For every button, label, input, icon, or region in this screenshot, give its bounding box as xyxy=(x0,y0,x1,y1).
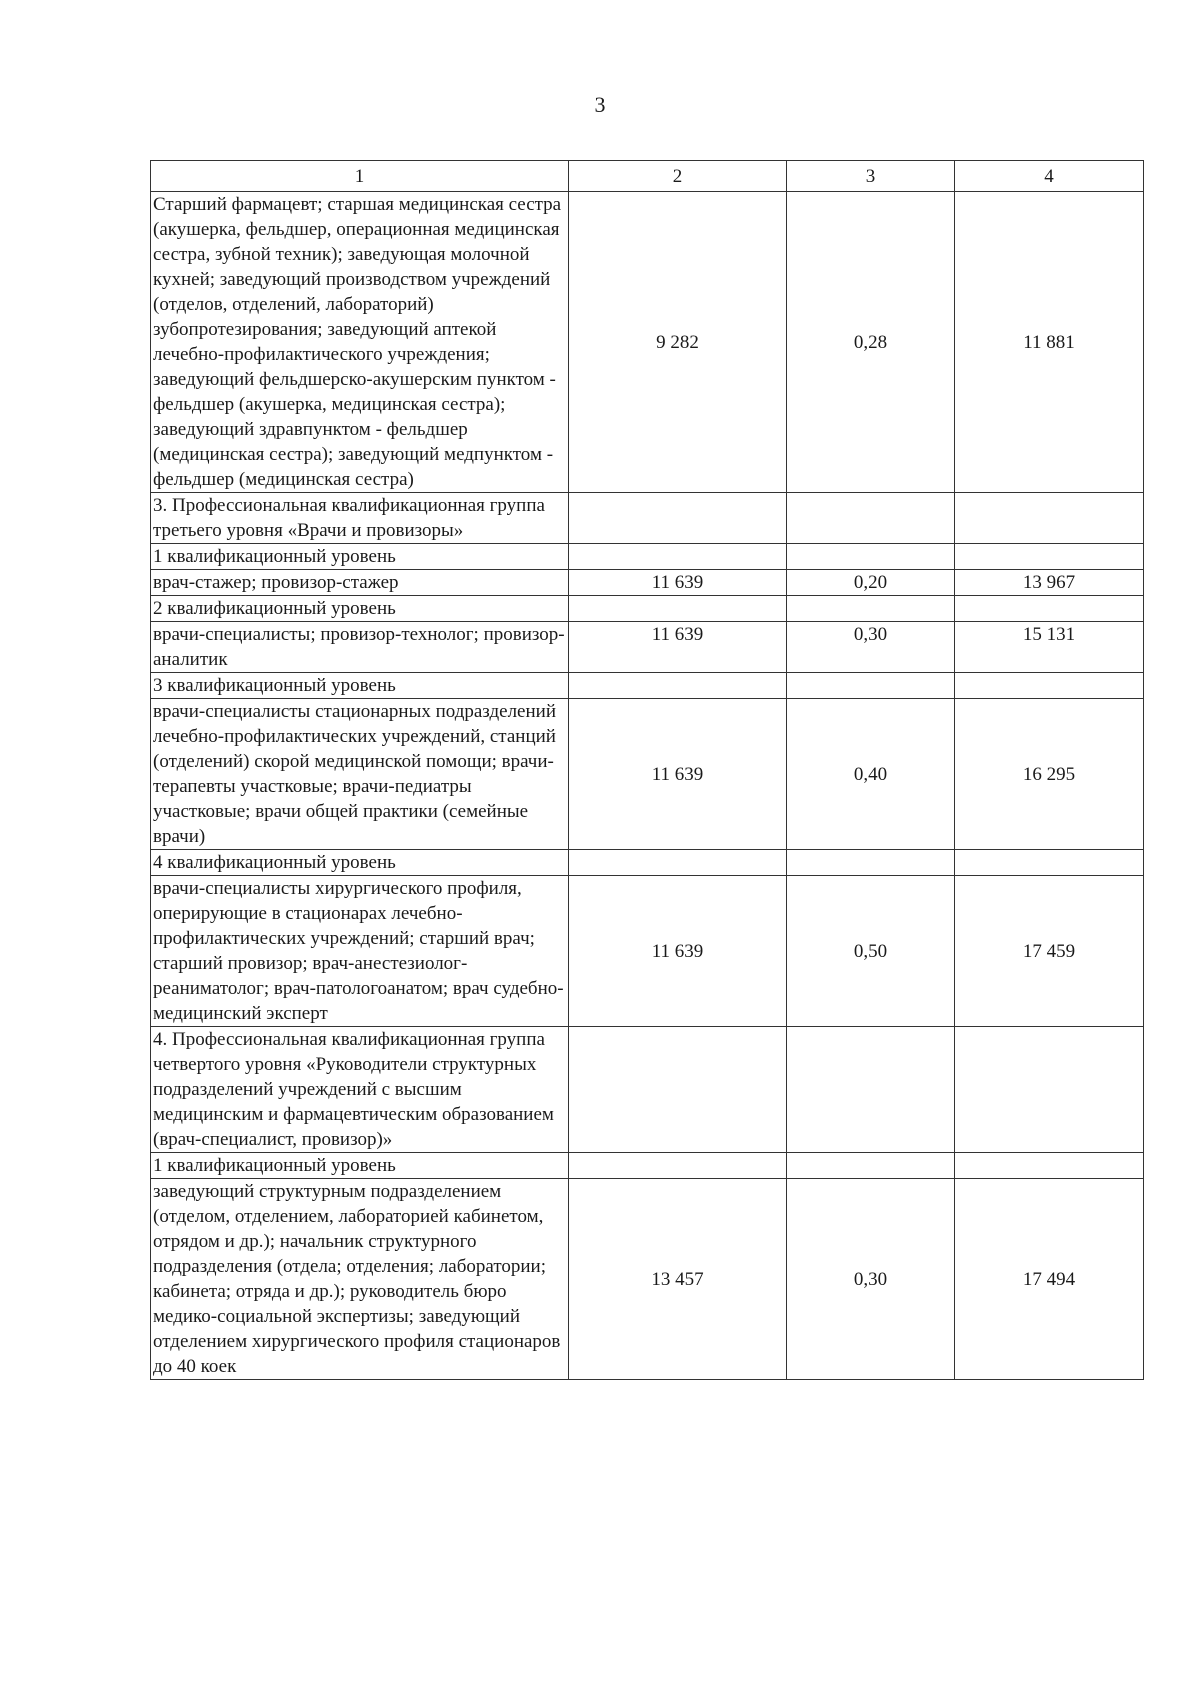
total-salary-cell: 15 131 xyxy=(955,622,1144,673)
total-salary-cell xyxy=(955,1027,1144,1153)
position-cell: врачи-специалисты; провизор-технолог; провизор-аналитик xyxy=(151,622,569,673)
base-salary-cell: 11 639 xyxy=(569,622,787,673)
position-cell: Старший фармацевт; старшая медицинская сестра (акушерка, фельдшер, операционная медицинская сестра, зубной техник); заведующая молочной кухней; заведующий производством учреждений (отделов, отделений, лабораторий) зубопротезирования; заведующий аптекой лечебно-профилактического учреждения; заведующий фельдшерско-акушерским пунктом - фельдшер (акушерка, медицинская сестра); заведующий здравпунктом - фельдшер (медицинская сестра); заведующий медпунктом - фельдшер (медицинская сестра) xyxy=(151,192,569,493)
table-row xyxy=(151,544,1144,570)
table-row xyxy=(151,1153,1144,1179)
total-salary-cell: 16 295 xyxy=(955,699,1144,850)
total-salary-cell xyxy=(955,850,1144,876)
coefficient-cell: 0,40 xyxy=(787,699,955,850)
base-salary-cell xyxy=(569,493,787,544)
total-salary-cell xyxy=(955,596,1144,622)
position-cell: врачи-специалисты хирургического профиля, оперирующие в стационарах лечебно-профилактических учреждений; старший врач; старший провизор; врач-анестезиолог-реаниматолог; врач-патологоанатом; врач судебно-медицинский эксперт xyxy=(151,876,569,1027)
base-salary-cell: 11 639 xyxy=(569,699,787,850)
level-title-cell: 1 квалификационный уровень xyxy=(151,1153,569,1179)
coefficient-cell: 0,30 xyxy=(787,622,955,673)
table-row xyxy=(151,673,1144,699)
total-salary-cell xyxy=(955,673,1144,699)
coefficient-cell: 0,50 xyxy=(787,876,955,1027)
column-header: 2 xyxy=(569,161,787,192)
table-row xyxy=(151,876,1144,1027)
base-salary-cell xyxy=(569,544,787,570)
coefficient-cell xyxy=(787,850,955,876)
base-salary-cell xyxy=(569,1027,787,1153)
table-row xyxy=(151,493,1144,544)
position-cell: врачи-специалисты стационарных подразделений лечебно-профилактических учреждений, станций (отделений) скорой медицинской помощи; врачи-терапевты участковые; врачи-педиатры участковые; врачи общей практики (семейные врачи) xyxy=(151,699,569,850)
total-salary-cell xyxy=(955,544,1144,570)
base-salary-cell: 13 457 xyxy=(569,1179,787,1380)
base-salary-cell xyxy=(569,596,787,622)
total-salary-cell: 11 881 xyxy=(955,192,1144,493)
salary-table xyxy=(150,160,1144,1380)
total-salary-cell xyxy=(955,1153,1144,1179)
table-row xyxy=(151,850,1144,876)
group-title-cell: 4. Профессиональная квалификационная группа четвертого уровня «Руководители структурных подразделений учреждений с высшим медицинским и фармацевтическим образованием (врач-специалист, провизор)» xyxy=(151,1027,569,1153)
base-salary-cell: 11 639 xyxy=(569,570,787,596)
column-header: 3 xyxy=(787,161,955,192)
base-salary-cell xyxy=(569,673,787,699)
page-number: 3 xyxy=(594,92,606,117)
level-title-cell: 4 квалификационный уровень xyxy=(151,850,569,876)
level-title-cell: 1 квалификационный уровень xyxy=(151,544,569,570)
base-salary-cell xyxy=(569,850,787,876)
total-salary-cell: 13 967 xyxy=(955,570,1144,596)
total-salary-cell: 17 459 xyxy=(955,876,1144,1027)
level-title-cell: 3 квалификационный уровень xyxy=(151,673,569,699)
total-salary-cell: 17 494 xyxy=(955,1179,1144,1380)
group-title-cell: 3. Профессиональная квалификационная группа третьего уровня «Врачи и провизоры» xyxy=(151,493,569,544)
table-row xyxy=(151,699,1144,850)
coefficient-cell: 0,30 xyxy=(787,1179,955,1380)
base-salary-cell: 11 639 xyxy=(569,876,787,1027)
column-header: 4 xyxy=(955,161,1144,192)
table-row xyxy=(151,192,1144,493)
base-salary-cell xyxy=(569,1153,787,1179)
coefficient-cell xyxy=(787,1027,955,1153)
position-cell: врач-стажер; провизор-стажер xyxy=(151,570,569,596)
table-row xyxy=(151,596,1144,622)
coefficient-cell xyxy=(787,544,955,570)
coefficient-cell: 0,28 xyxy=(787,192,955,493)
coefficient-cell xyxy=(787,673,955,699)
table-row xyxy=(151,622,1144,673)
position-cell: заведующий структурным подразделением (отделом, отделением, лабораторией кабинетом, отрядом и др.); начальник структурного подразделения (отдела; отделения; лаборатории; кабинета; отряда и др.); руководитель бюро медико-социальной экспертизы; заведующий отделением хирургического профиля стационаров до 40 коек xyxy=(151,1179,569,1380)
coefficient-cell xyxy=(787,1153,955,1179)
coefficient-cell xyxy=(787,493,955,544)
coefficient-cell xyxy=(787,596,955,622)
table-row xyxy=(151,570,1144,596)
coefficient-cell: 0,20 xyxy=(787,570,955,596)
table-row xyxy=(151,1179,1144,1380)
table-row xyxy=(151,1027,1144,1153)
level-title-cell: 2 квалификационный уровень xyxy=(151,596,569,622)
base-salary-cell: 9 282 xyxy=(569,192,787,493)
table-header-row xyxy=(151,161,1144,192)
total-salary-cell xyxy=(955,493,1144,544)
column-header: 1 xyxy=(151,161,569,192)
